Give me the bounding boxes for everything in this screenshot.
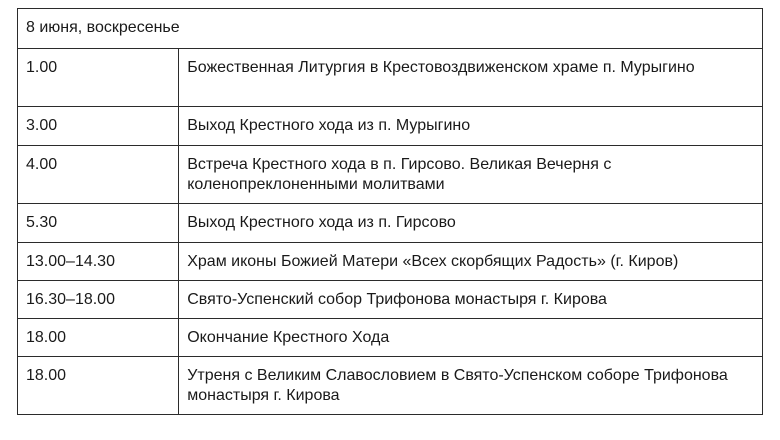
table-row — [18, 281, 763, 319]
table-row — [18, 204, 763, 243]
time-cell: 18.00 — [18, 319, 179, 357]
table-row — [18, 319, 763, 357]
time-cell: 1.00 — [18, 49, 179, 107]
event-cell: Встреча Крестного хода в п. Гирсово. Великая Вечерня с коленопреклоненными молитвами — [179, 146, 763, 204]
table-row — [18, 49, 763, 107]
table-row — [18, 146, 763, 204]
event-cell: Выход Крестного хода из п. Мурыгино — [179, 107, 763, 146]
date-header: 8 июня, воскресенье — [18, 9, 763, 49]
table-row — [18, 107, 763, 146]
event-cell: Божественная Литургия в Крестовоздвиженском храме п. Мурыгино — [179, 49, 763, 107]
event-cell: Утреня с Великим Славословием в Свято-Успенском соборе Трифонова монастыря г. Кирова — [179, 357, 763, 415]
time-cell: 13.00–14.30 — [18, 243, 179, 281]
table-header-row — [18, 9, 763, 49]
time-cell: 3.00 — [18, 107, 179, 146]
table-row — [18, 243, 763, 281]
schedule-table — [17, 8, 763, 415]
event-cell: Окончание Крестного Хода — [179, 319, 763, 357]
table-row — [18, 357, 763, 415]
event-cell: Свято-Успенский собор Трифонова монастыря г. Кирова — [179, 281, 763, 319]
time-cell: 18.00 — [18, 357, 179, 415]
event-cell: Выход Крестного хода из п. Гирсово — [179, 204, 763, 243]
event-cell: Храм иконы Божией Матери «Всех скорбящих Радость» (г. Киров) — [179, 243, 763, 281]
time-cell: 5.30 — [18, 204, 179, 243]
time-cell: 16.30–18.00 — [18, 281, 179, 319]
time-cell: 4.00 — [18, 146, 179, 204]
